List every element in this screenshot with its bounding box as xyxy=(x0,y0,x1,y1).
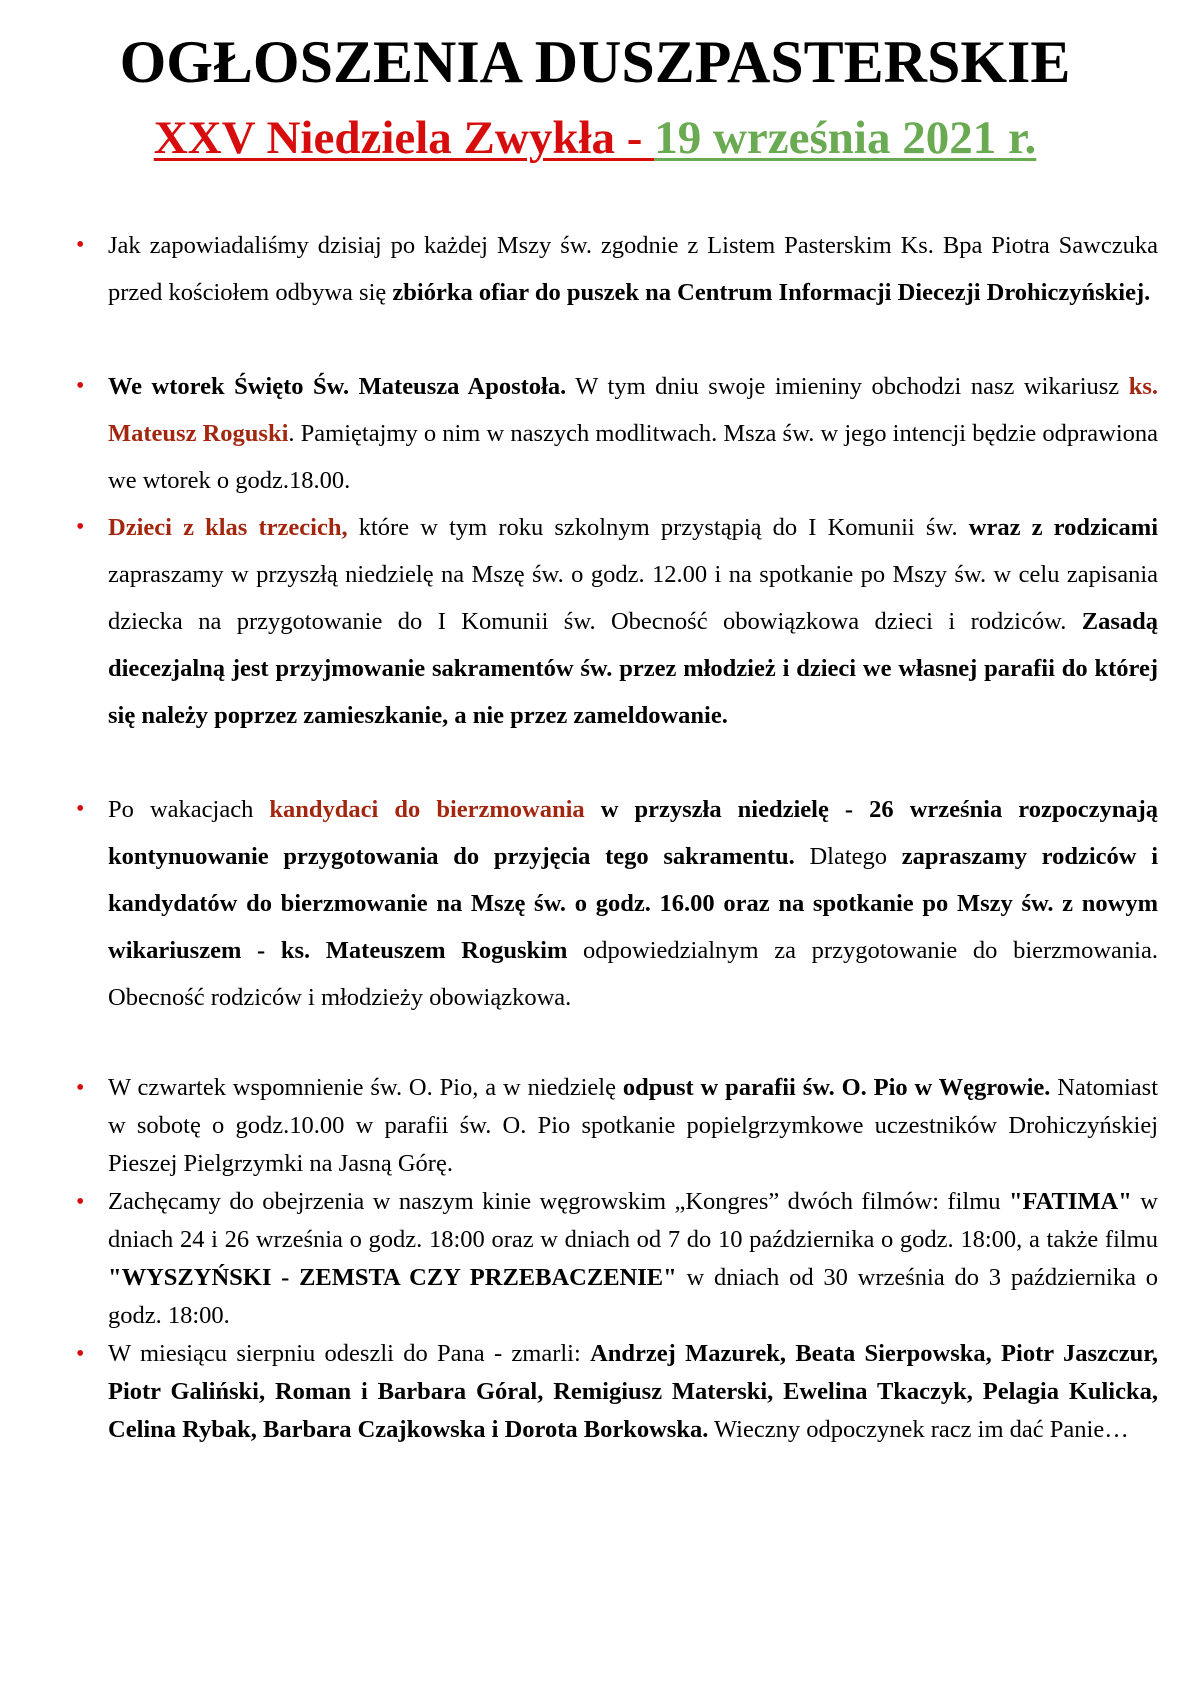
announcement-item xyxy=(76,1069,1159,1183)
announcement-item xyxy=(76,1183,1159,1335)
highlighted-text: kandydaci do bierzmowania xyxy=(269,796,585,823)
bullet-icon: • xyxy=(76,1189,85,1215)
announcement-text xyxy=(108,1074,1158,1177)
announcement-item xyxy=(76,222,1158,316)
plain-text: Zachęcamy do obejrzenia w naszym kinie węgrowskim „Kongres” dwóch filmów: filmu xyxy=(108,1188,1009,1215)
plain-text: zapraszamy w przyszłą niedzielę na Mszę św. o godz. 12.00 i na spotkanie po Mszy św. w celu zapisania dziecka na przygotowanie do I Komunii św. Obecność obowiązkowa dzieci i rodziców. xyxy=(108,561,1158,635)
bold-text: zapraszamy rodziców i kandydatów do bierzmowanie na Mszę św. o godz. 16.00 oraz na spotkanie po Mszy św. z nowym wikariuszem - ks. Mateuszem Roguskim xyxy=(108,843,1159,964)
highlighted-text: Dzieci z klas trzecich, xyxy=(108,514,348,541)
bold-text: wraz z rodzicami xyxy=(968,514,1158,541)
plain-text: W miesiącu sierpniu odeszli do Pana - zmarli: xyxy=(108,1340,591,1367)
bold-text: odpust w parafii św. O. Pio w Węgrowie. xyxy=(622,1074,1051,1101)
plain-text: w dniach 24 i 26 września o godz. 18:00 oraz w dniach od 7 do 10 października o godz. 18:00, a także filmu xyxy=(108,1188,1158,1253)
bold-text: Andrzej Mazurek, Beata Sierpowska, Piotr Jaszczur, Piotr Galiński, Roman i Barbara Góral, Remigiusz Materski, Ewelina Tkaczyk, Pelagia Kulicka, Celina Rybak, Barbara Czajkowska i Dorota Borkowska. xyxy=(108,1340,1158,1443)
bullet-icon: • xyxy=(76,232,85,258)
bold-text: Zasadą diecezjalną jest przyjmowanie sakramentów św. przez młodzież i dzieci we własnej parafii do której się należy poprzez zamieszkanie, a nie przez zameldowanie. xyxy=(108,608,1158,729)
announcement-text xyxy=(108,796,1158,1011)
announcement-text xyxy=(108,514,1158,729)
plain-text: Dlatego xyxy=(794,843,902,870)
plain-text: Po wakacjach xyxy=(108,796,270,823)
bullet-icon: • xyxy=(76,1075,85,1101)
plain-text: w dniach od 30 września do 3 października o godz. 18:00. xyxy=(108,1264,1159,1329)
plain-text: Jak zapowiadaliśmy dzisiaj po każdej Mszy św. zgodnie z Listem Pasterskim Ks. Bpa Piotra Sawczuka przed kościołem odbywa się xyxy=(108,232,1158,306)
plain-text: odpowiedzialnym za przygotowanie do bierzmowania. Obecność rodziców i młodzieży obowiązkowa. xyxy=(108,937,1158,1011)
announcement-text xyxy=(108,1188,1158,1329)
plain-text: W tym dniu swoje imieniny obchodzi nasz wikariusz xyxy=(566,373,1129,400)
announcement-item xyxy=(76,1335,1158,1449)
bold-text: zbiórka ofiar do puszek na Centrum Informacji Diecezji Drohiczyńskiej. xyxy=(392,279,1151,306)
bold-text: "WYSZYŃSKI - ZEMSTA CZY PRZEBACZENIE" xyxy=(108,1264,677,1291)
bold-text: We wtorek Święto Św. Mateusza Apostoła. xyxy=(108,373,567,400)
plain-text: . Pamiętajmy o nim w naszych modlitwach. Msza św. w jego intencji będzie odprawiona we wtorek o godz.18.00. xyxy=(108,420,1159,494)
bold-text: "FATIMA" xyxy=(1008,1188,1132,1215)
announcement-text xyxy=(108,373,1158,494)
bold-text: w przyszła niedzielę - 26 września rozpoczynają kontynuowanie przygotowania do przyjęcia tego sakramentu. xyxy=(108,796,1159,870)
announcement-item xyxy=(76,786,1159,1021)
plain-text: W czwartek wspomnienie św. O. Pio, a w niedzielę xyxy=(108,1074,623,1101)
bullet-icon: • xyxy=(76,796,85,822)
plain-text: Natomiast w sobotę o godz.10.00 w parafii św. O. Pio spotkanie popielgrzymkowe uczestników Drohiczyńskiej Pieszej Pielgrzymki na Jasną Górę. xyxy=(108,1074,1159,1177)
bullet-icon: • xyxy=(76,514,85,540)
announcement-item xyxy=(76,363,1159,504)
announcement-text xyxy=(108,1340,1158,1443)
bullet-icon: • xyxy=(76,373,85,399)
announcement-text xyxy=(108,232,1158,306)
page-title: OGŁOSZENIA DUSZPASTERSKIE xyxy=(119,29,1071,95)
announcement-item xyxy=(76,504,1158,739)
plain-text: Wieczny odpoczynek racz im dać Panie… xyxy=(708,1416,1129,1443)
page-subtitle xyxy=(0,108,1190,168)
bullet-icon: • xyxy=(76,1341,85,1367)
subtitle-sunday-name: XXV Niedziela Zwykła - xyxy=(153,112,655,164)
plain-text: które w tym roku szkolnym przystąpią do I Komunii św. xyxy=(347,514,969,541)
highlighted-text: ks. Mateusz Roguski xyxy=(108,373,1158,447)
subtitle-date: 19 września 2021 r. xyxy=(654,112,1037,164)
